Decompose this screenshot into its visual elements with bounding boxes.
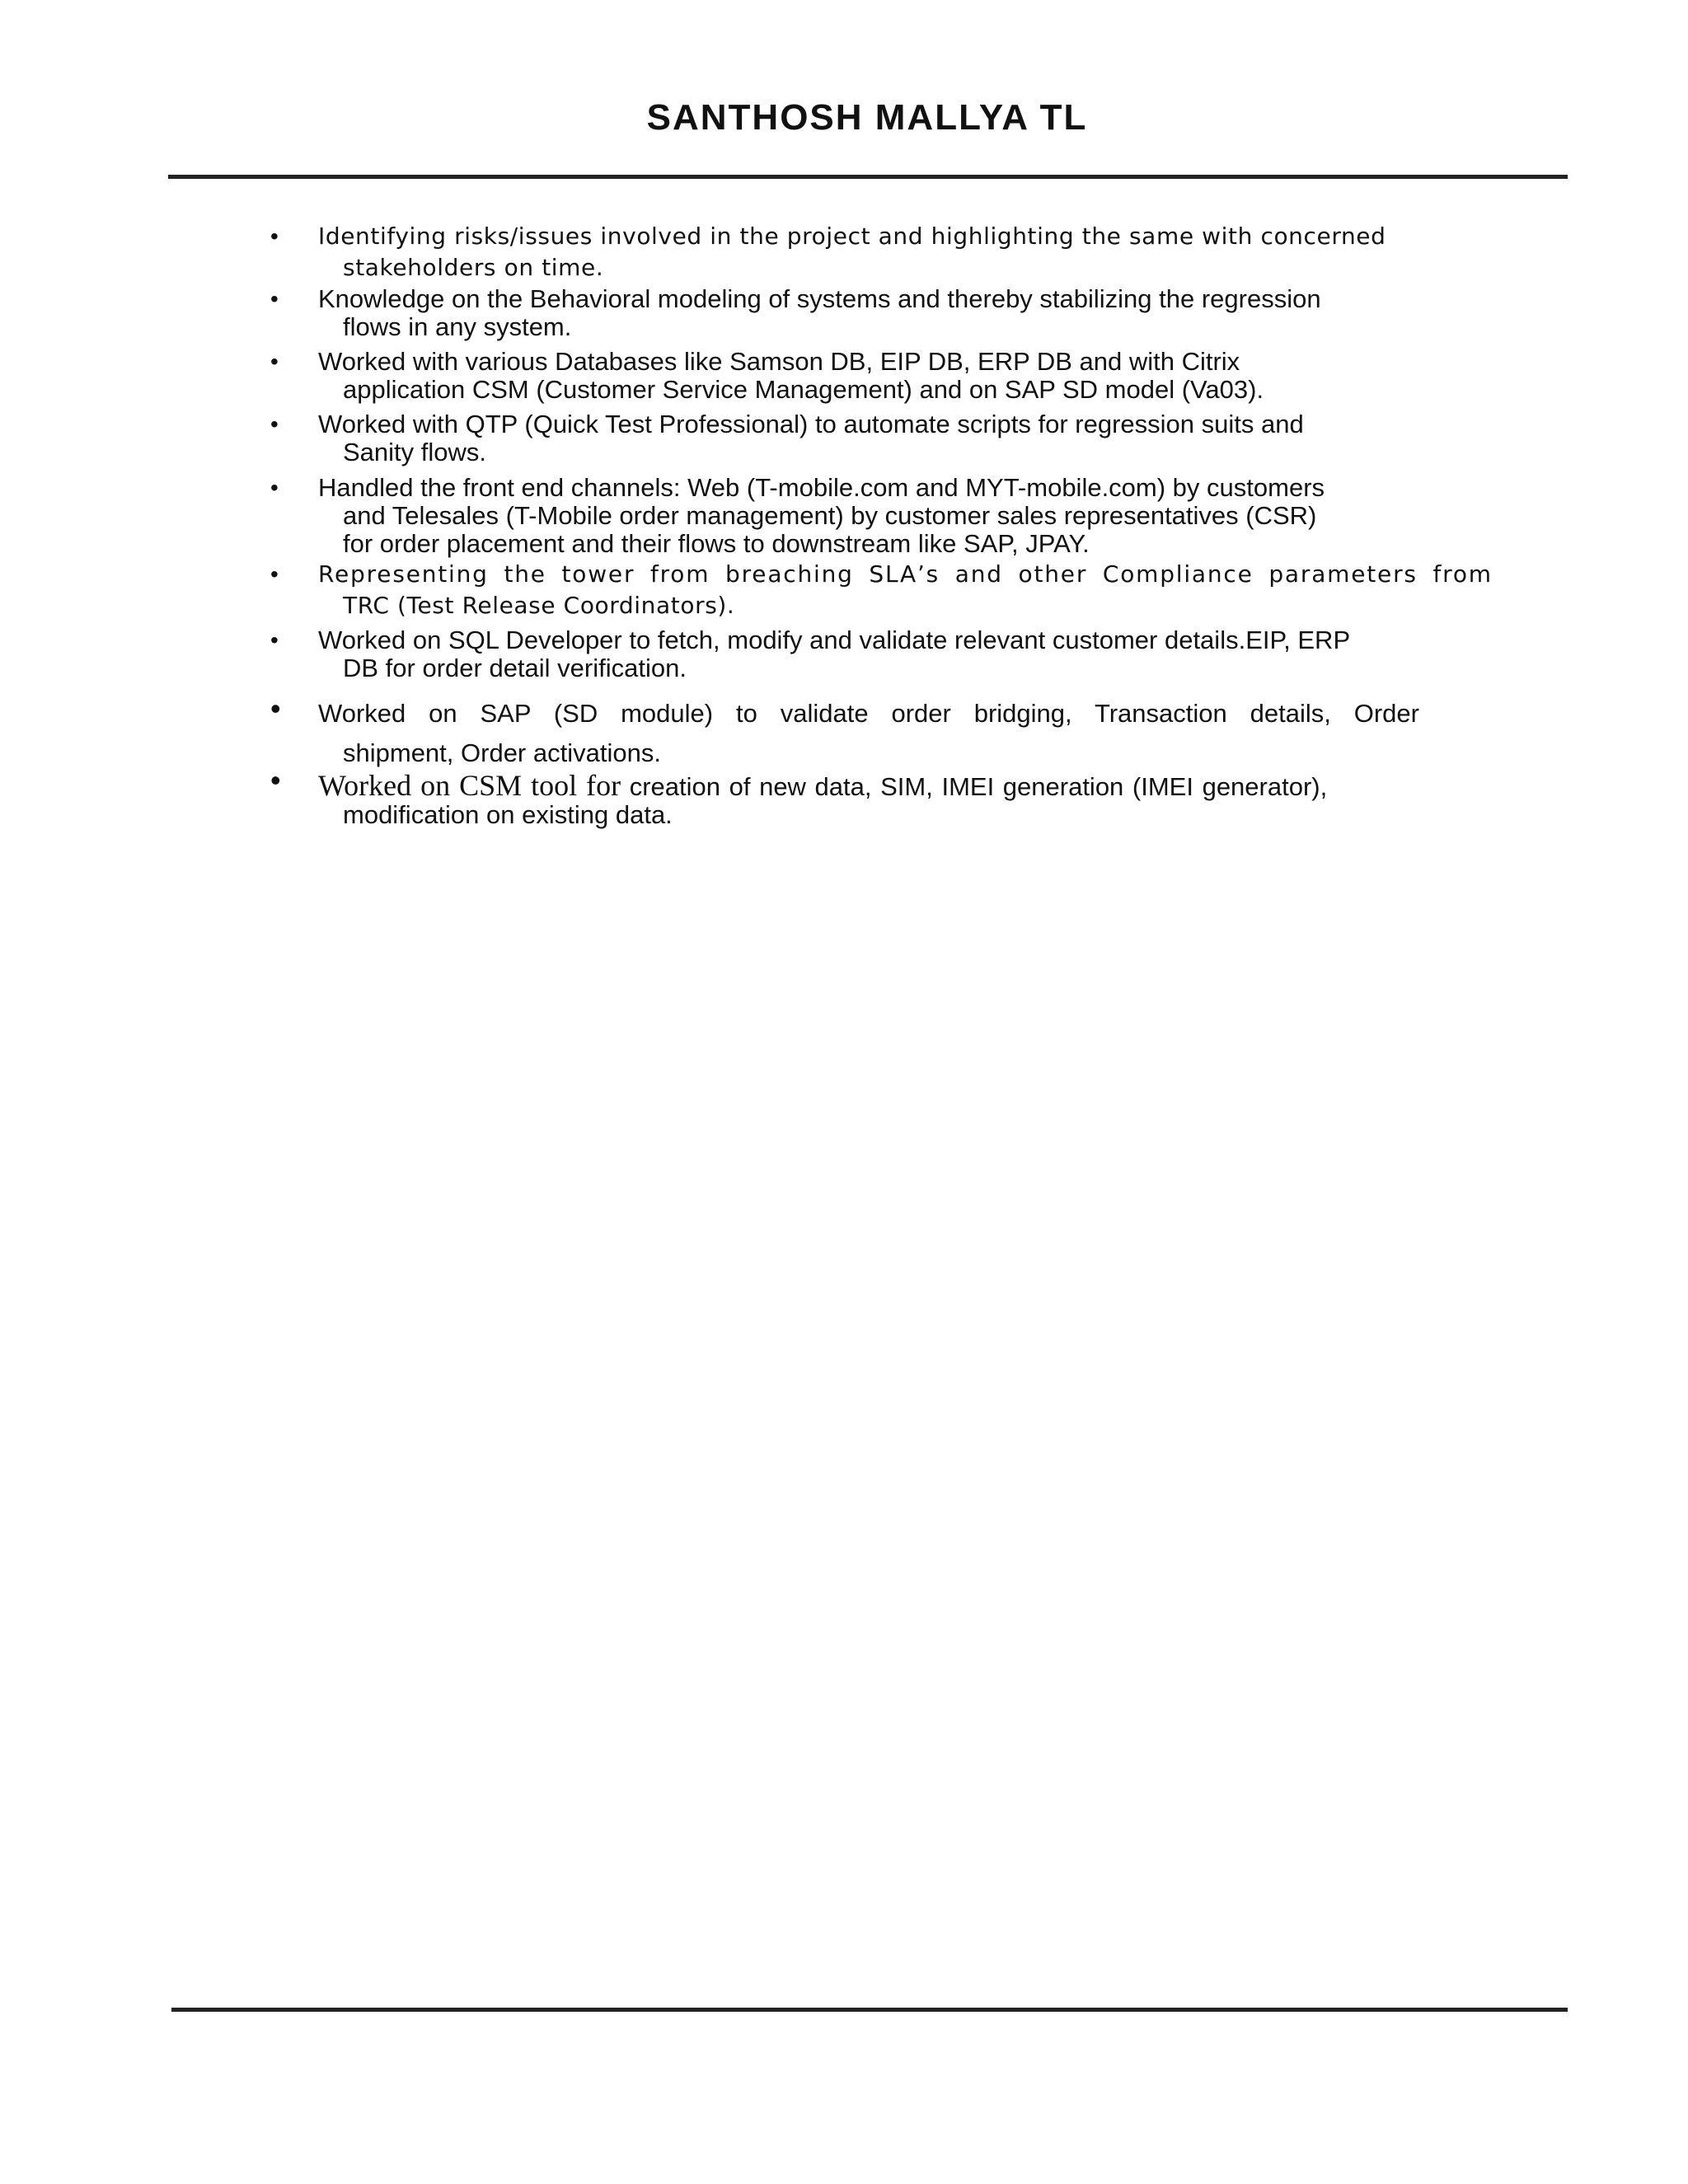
bullet-icon: •: [270, 627, 279, 653]
list-item: • Representing the tower from breaching SLA’s and other Compliance parameters from TRC (Test Release Coordinators).: [270, 560, 1493, 619]
list-item: • Worked on CSM tool for creation of new data, SIM, IMEI generation (IMEI generator), modification on existing data.: [270, 763, 1328, 829]
footer-divider: [171, 2008, 1568, 2012]
header-divider: [168, 175, 1568, 179]
bullet-icon: •: [270, 475, 279, 500]
list-item: • Worked with QTP (Quick Test Professional) to automate scripts for regression suits and Sanity flows.: [270, 410, 1304, 466]
list-item: • Worked on SAP (SD module) to validate order bridging, Transaction details, Order shipment, Order activations.: [318, 694, 1419, 773]
bullet-icon: •: [270, 411, 279, 437]
bullet-icon: •: [270, 286, 279, 312]
list-item: • Knowledge on the Behavioral modeling of systems and thereby stabilizing the regression flows in any system.: [270, 284, 1321, 341]
list-item: • Identifying risks/issues involved in the project and highlighting the same with concerned stakeholders on time.: [270, 223, 1386, 281]
bullet-icon: •: [270, 561, 280, 587]
list-item: • Worked on SQL Developer to fetch, modify and validate relevant customer details.EIP, ERP DB for order detail verification.: [270, 626, 1351, 682]
bullet-icon: •: [270, 763, 281, 797]
list-item: • Worked with various Databases like Samson DB, EIP DB, ERP DB and with Citrix application CSM (Customer Service Management) and on SAP SD model (Va03).: [270, 347, 1264, 404]
bullet-icon: •: [270, 691, 281, 725]
page-title: SANTHOSH MALLYA TL: [646, 97, 1088, 138]
bullet-icon: •: [270, 223, 279, 249]
bullet-icon: •: [270, 349, 279, 374]
list-item: • Handled the front end channels: Web (T-mobile.com and MYT-mobile.com) by customers and Telesales (T-Mobile order management) by customer sales representatives (CSR) for order placement and their flows to downstream like SAP, JPAY.: [270, 473, 1325, 558]
